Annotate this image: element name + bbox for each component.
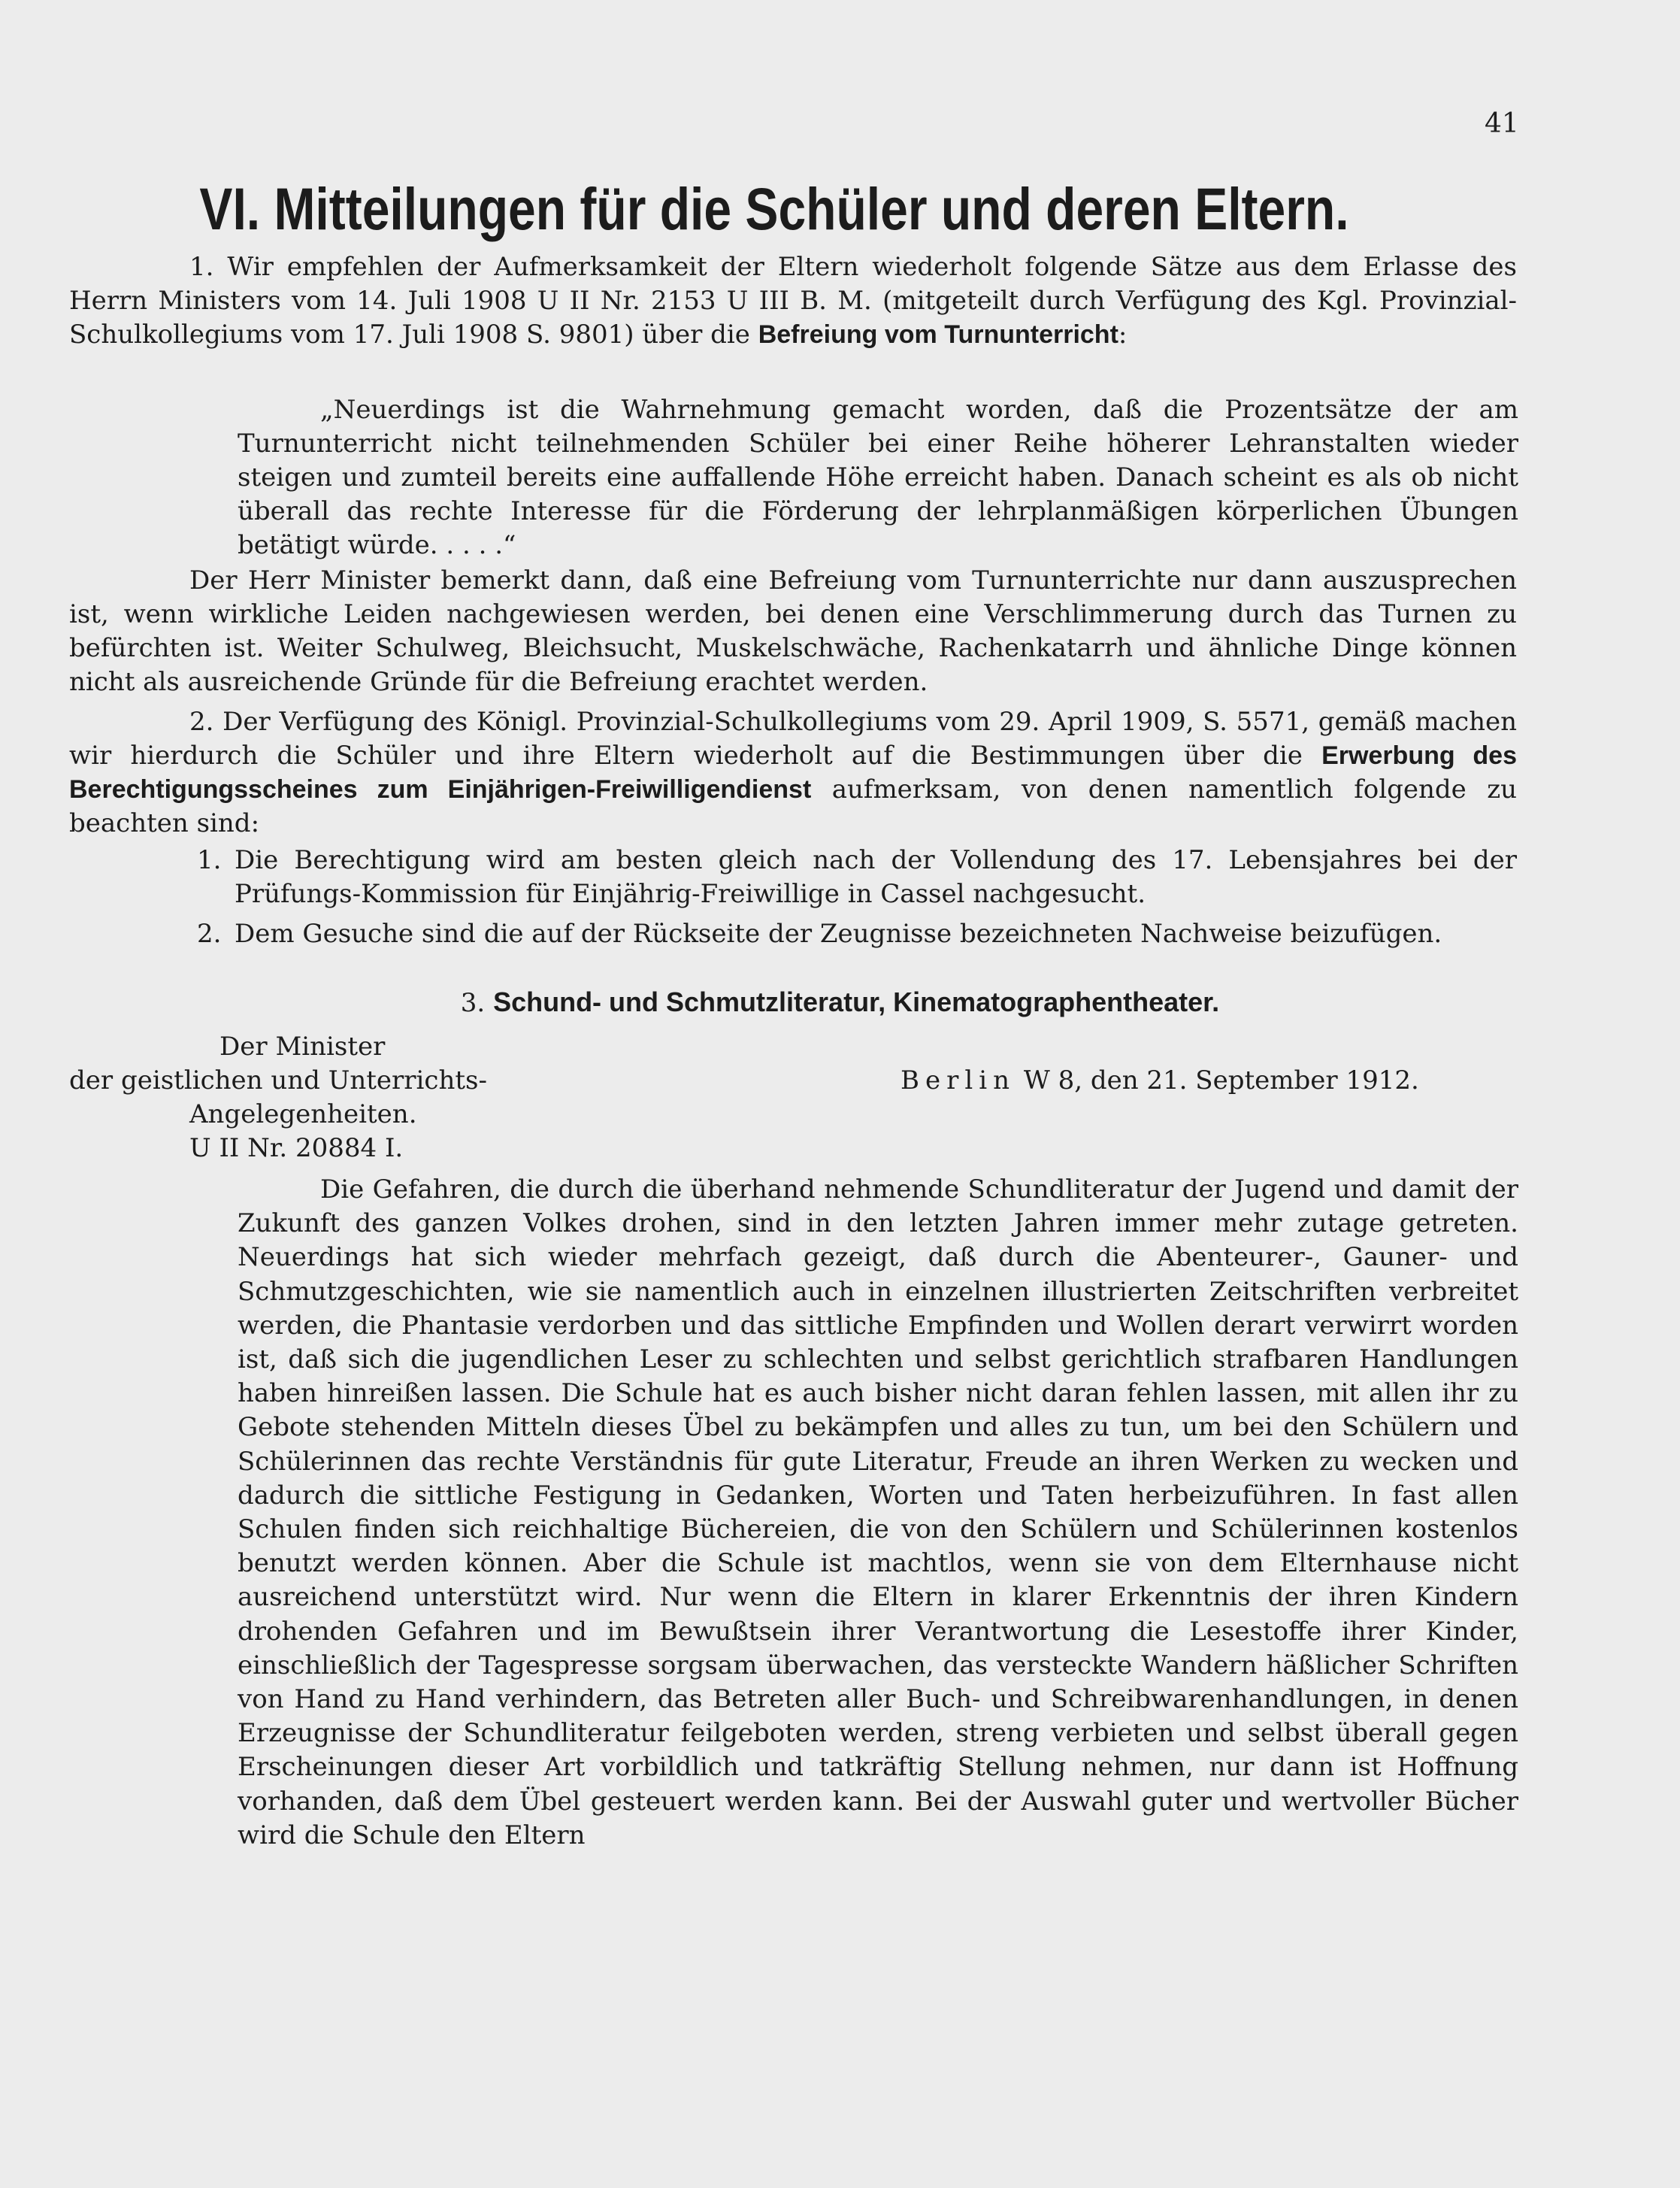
section-1-number: 1.: [189, 252, 214, 282]
sender-line: Der Minister: [219, 1032, 386, 1062]
date-line: W 8, den 21. September 1912.: [1023, 1065, 1419, 1096]
sender-block: [69, 1030, 487, 1165]
section-1-paragraph: [69, 250, 1517, 352]
list-item: [197, 844, 1517, 911]
sender-line: Angelegenheiten.: [189, 1099, 417, 1129]
section-2-bold-topic: Erwerbung des Berechtigungsscheines zum Einjährigen-Freiwilligendienst: [69, 741, 1517, 804]
section-3-number: 3.: [460, 988, 486, 1018]
list-item-number: 1.: [197, 845, 222, 875]
section-1-quote: [238, 393, 1518, 562]
sender-line: der geistlichen und Unterrichts-: [69, 1065, 487, 1096]
followup-text: Der Herr Minister bemerkt dann, daß eine Befreiung vom Turnunterrichte nur dann auszusprechen ist, wenn wirkliche Leiden nachgewiesen werden, bei denen eine Verschlimmerung durch das Turnen zu befürchten ist. Weiter Schulweg, Bleichsucht, Muskelschwäche, Rachenkatarrh und ähnliche Dinge können nicht als ausreichende Gründe für die Befreiung erachtet werden.: [69, 565, 1517, 697]
sender-line: U II Nr. 20884 I.: [189, 1133, 404, 1163]
section-2-number: 2.: [189, 707, 214, 737]
list-item-number: 2.: [197, 919, 222, 949]
section-3-title: Schund- und Schmutzliteratur, Kinematographentheater.: [493, 986, 1220, 1017]
quote-text: „Neuerdings ist die Wahrnehmung gemacht worden, daß die Prozentsätze der am Turnunterricht nicht teilnehmenden Schüler bei einer Reihe höherer Lehranstalten wieder steigen und zumteil bereits eine auffallende Höhe erreicht haben. Danach scheint es als ob nicht überall das rechte Interesse für die Förderung der lehrplanmäßigen körperlichen Übungen betätigt würde. . . . .“: [238, 395, 1518, 560]
section-1-followup: [69, 564, 1517, 699]
section-3-body-text: Die Gefahren, die durch die überhand nehmende Schundliteratur der Jugend und damit der Zukunft des ganzen Volkes drohen, sind in den letzten Jahren immer mehr zutage getreten. Neuerdings hat sich wieder mehrfach gezeigt, daß durch die Abenteurer-, Gauner- und Schmutzgeschichten, wie sie namentlich auch in einzelnen illustrierten Zeitschriften verbreitet werden, die Phantasie verdorben und das sittliche Empfinden und Wollen derart verwirrt worden ist, daß sich die jugendlichen Leser zu schlechten und selbst gerichtlich strafbaren Handlungen haben hinreißen lassen. Die Schule hat es auch bisher nicht daran fehlen lassen, mit allen ihr zu Gebote stehenden Mitteln dieses Übel zu bekämpfen und alles zu tun, um bei den Schülern und Schülerinnen das rechte Verständnis für gute Literatur, Freude an ihren Werken zu wecken und dadurch die sittliche Festigung in Gedanken, Worten und Taten herbeizuführen. In fast allen Schulen finden sich reichhaltige Büchereien, die von den Schülern und Schülerinnen kostenlos benutzt werden können. Aber die Schule ist machtlos, wenn sie von dem Elternhause nicht ausreichend unterstützt wird. Nur wenn die Eltern in klarer Erkenntnis der ihren Kindern drohenden Gefahren und im Bewußtsein ihrer Verantwortung die Lesestoffe ihrer Kinder, einschließlich der Tagespresse sorgsam überwachen, das versteckte Wandern häßlicher Schriften von Hand zu Hand verhindern, das Betreten aller Buch- und Schreibwarenhandlungen, in denen Erzeugnisse der Schundliteratur feilgeboten werden, streng verbieten und selbst überall gegen Erscheinungen dieser Art vorbildlich und tatkräftig Stellung nehmen, nur dann ist Hoffnung vorhanden, daß dem Übel gesteuert werden kann. Bei der Auswahl guter und wertvoller Bücher wird die Schule den Eltern: [238, 1174, 1518, 1850]
section-2-intro: Der Verfügung des Königl. Provinzial-Schulkollegiums vom 29. April 1909, S. 5571, gemäß machen wir hierdurch die Schüler und ihre Eltern wiederholt auf die Bestimmungen über die: [69, 707, 1518, 771]
section-2-list: [197, 844, 1517, 957]
section-1-intro: Wir empfehlen der Aufmerksamkeit der Eltern wiederholt folgende Sätze aus dem Erlasse des Herrn Ministers vom 14. Juli 1908 U II Nr. 2153 U III B. M. (mitgeteilt durch Verfügung des Kgl. Provinzial-Schulkollegiums vom 17. Juli 1908 S. 9801) über die: [69, 252, 1517, 350]
place-date: [901, 1064, 1419, 1098]
place-name: Berlin: [901, 1065, 1016, 1096]
section-1: [69, 250, 1517, 352]
page-title: VI. Mitteilungen für die Schüler und deren Eltern.: [199, 175, 1349, 242]
page-number: 41: [1485, 108, 1519, 139]
section-1-colon: :: [1118, 320, 1128, 350]
list-item: [197, 917, 1517, 951]
section-3-body: [238, 1173, 1518, 1853]
section-3-heading: [0, 986, 1680, 1018]
list-item-text: Die Berechtigung wird am besten gleich nach der Vollendung des 17. Lebensjahres bei der Prüfungs-Kommission für Einjährig-Freiwillige in Cassel nachgesucht.: [235, 845, 1517, 909]
list-item-text: Dem Gesuche sind die auf der Rückseite der Zeugnisse bezeichneten Nachweise beizufügen.: [235, 919, 1442, 949]
section-2: [69, 705, 1517, 841]
section-1-bold-topic: Befreiung vom Turnunterricht: [758, 320, 1118, 349]
section-2-after-bold: aufmerksam, von denen namentlich folgende zu beachten sind:: [69, 774, 1518, 838]
section-2-paragraph: [69, 705, 1517, 841]
